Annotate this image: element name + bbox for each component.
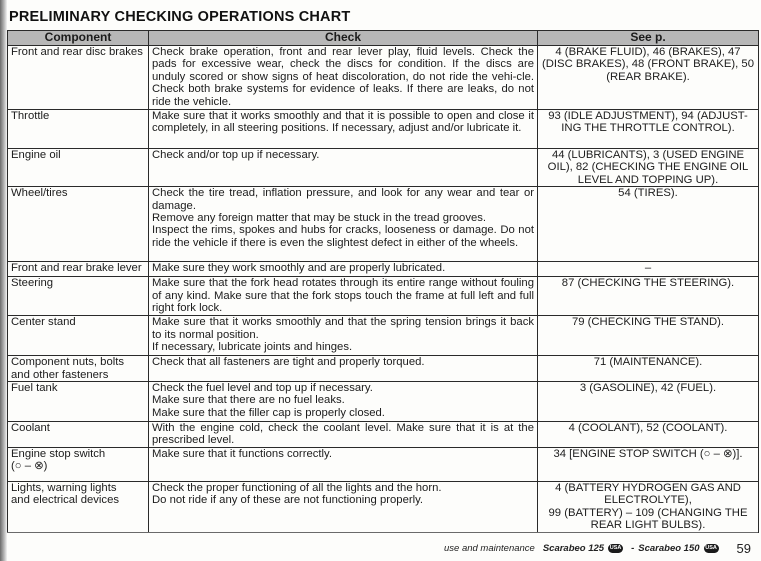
see-page-cell	[538, 448, 759, 482]
component-cell	[8, 316, 149, 356]
checking-operations-table	[7, 30, 759, 533]
usa-badge-icon: USA	[705, 545, 717, 551]
footer-model-125: Scarabeo 125	[542, 543, 605, 554]
table-row	[8, 110, 759, 149]
check-text: Check that all fasteners are tight and properly torqued.	[152, 356, 425, 369]
check-text: Make sure they work smoothly and are properly lubricated.	[152, 262, 446, 275]
page-footer	[444, 541, 751, 556]
table-row	[8, 187, 759, 262]
component-cell	[8, 422, 149, 448]
check-cell	[149, 356, 538, 382]
table-row	[8, 149, 759, 187]
component-cell	[8, 149, 149, 187]
component-cell	[8, 482, 149, 533]
check-cell	[149, 422, 538, 448]
see-page-cell	[538, 356, 759, 382]
component-text: Center stand	[11, 316, 76, 329]
check-text: Make sure that it works smoothly and that it is possible to open and close it completely, in all steering positions. If necessary, adjust and/or lubricate it.	[152, 110, 534, 135]
check-text: Make sure that the fork head rotates through its entire range without fouling of any kind. Make sure that the fork stops touch the frame at full left and full right fork lock.	[152, 277, 534, 315]
check-text: If necessary, lubricate joints and hinges.	[152, 341, 353, 354]
component-cell	[8, 46, 149, 110]
component-text: and other fasteners	[11, 368, 109, 381]
header-component: Component	[8, 31, 149, 46]
see-page-cell	[538, 382, 759, 422]
component-text: Fuel tank	[11, 382, 58, 395]
check-text: Remove any foreign matter that may be stuck in the tread grooves.	[152, 212, 487, 225]
component-text: Throttle	[11, 110, 50, 122]
page-binding-shadow	[0, 0, 7, 561]
component-cell	[8, 262, 149, 277]
see-page-cell	[538, 422, 759, 448]
component-text: Front and rear brake lever	[11, 262, 142, 275]
component-text: (○ – ⊗)	[11, 460, 48, 473]
header-see-page: See p.	[538, 31, 759, 46]
table-row	[8, 482, 759, 533]
see-page-cell	[538, 46, 759, 110]
check-text: With the engine cold, check the coolant level. Make sure that it is at the prescribed level.	[152, 422, 534, 447]
check-text: Do not ride if any of these are not functioning properly.	[152, 494, 424, 507]
see-page-text: 87 (CHECKING THE STEERING).	[561, 277, 735, 290]
see-page-text: 4 (COOLANT), 52 (COOLANT).	[568, 422, 728, 435]
check-cell	[149, 316, 538, 356]
component-cell	[8, 356, 149, 382]
table-row	[8, 277, 759, 316]
see-page-text: 4 (BRAKE FLUID), 46 (BRAKES), 47 (DISC BRAKES), 48 (FRONT BRAKE), 50 (REAR BRAKE).	[542, 46, 754, 83]
table-row	[8, 316, 759, 356]
see-page-text: 34 [ENGINE STOP SWITCH (○ – ⊗)].	[553, 448, 743, 461]
table-row	[8, 382, 759, 422]
component-text: Coolant	[11, 422, 50, 435]
see-page-text: 79 (CHECKING THE STAND).	[571, 316, 725, 329]
check-cell	[149, 482, 538, 533]
check-text: Make sure that it functions correctly.	[152, 448, 332, 461]
table-row	[8, 262, 759, 277]
check-text: Make sure that there are no fuel leaks.	[152, 394, 345, 407]
see-page-text: 71 (MAINTENANCE).	[593, 356, 703, 369]
page-title: PRELIMINARY CHECKING OPERATIONS CHART	[9, 9, 351, 25]
check-text: Check brake operation, front and rear lever play, fluid levels. Check the pads for excessive wear, check the discs for condition. If the discs are unduly scored or show signs of heat discoloration, do not ride the vehi-cle. Check both brake systems for evidence of leaks. If there are leaks, do not ride the vehicle.	[152, 46, 534, 108]
component-text: Component nuts, bolts	[11, 356, 125, 369]
check-text: Check the proper functioning of all the lights and the horn.	[152, 482, 442, 495]
see-page-cell	[538, 187, 759, 262]
see-page-cell	[538, 482, 759, 533]
component-cell	[8, 187, 149, 262]
check-text: Check and/or top up if necessary.	[152, 149, 320, 161]
component-cell	[8, 277, 149, 316]
footer-section: use and maintenance	[443, 543, 535, 554]
see-page-text: 44 (LUBRICANTS), 3 (USED ENGINE OIL), 82 (CHECKING THE ENGINE OIL LEVEL AND TOPPING UP).	[547, 149, 749, 186]
check-text: Make sure that the filler cap is properly closed.	[152, 406, 385, 419]
footer-separator: -	[631, 543, 635, 554]
table-row	[8, 46, 759, 110]
component-text: Engine oil	[11, 149, 61, 161]
component-text: Steering	[11, 277, 54, 290]
see-page-cell	[538, 262, 759, 277]
component-text: Front and rear disc brakes	[11, 46, 143, 58]
see-page-text: 54 (TIRES).	[618, 187, 678, 200]
footer-divider	[7, 532, 758, 533]
component-cell	[8, 448, 149, 482]
check-text: Check the fuel level and top up if necessary.	[152, 382, 373, 395]
footer-model-150: Scarabeo 150	[638, 543, 700, 554]
see-page-cell	[538, 277, 759, 316]
component-cell	[8, 110, 149, 149]
check-cell	[149, 262, 538, 277]
check-cell	[149, 149, 538, 187]
check-cell	[149, 277, 538, 316]
component-text: Lights, warning lights	[11, 482, 117, 495]
component-text: and electrical devices	[11, 494, 120, 507]
usa-badge-icon: USA	[609, 545, 622, 551]
check-cell	[149, 187, 538, 262]
table-header-row	[8, 31, 759, 46]
check-text: Inspect the rims, spokes and hubs for cracks, looseness or damage. Do not ride the vehicle if there is even the slightest defect in either of the wheels.	[152, 224, 534, 249]
table-row	[8, 356, 759, 382]
component-cell	[8, 382, 149, 422]
header-check: Check	[149, 31, 538, 46]
see-page-text: 3 (GASOLINE), 42 (FUEL).	[579, 382, 717, 395]
check-cell	[149, 110, 538, 149]
table-row	[8, 448, 759, 482]
page-number: 59	[736, 541, 751, 556]
check-text: Check the tire tread, inflation pressure, and look for any wear and tear or damage.	[152, 187, 534, 212]
see-page-cell	[538, 316, 759, 356]
check-text: Make sure that it works smoothly and that the spring tension brings it back to its normal position.	[152, 316, 534, 341]
see-page-cell	[538, 149, 759, 187]
component-text: Wheel/tires	[11, 187, 68, 200]
check-cell	[149, 448, 538, 482]
see-page-text: –	[644, 262, 652, 275]
component-text: Engine stop switch	[11, 448, 106, 461]
see-page-cell	[538, 110, 759, 149]
check-cell	[149, 382, 538, 422]
see-page-text: 93 (IDLE ADJUSTMENT), 94 (ADJUST-ING THE THROTTLE CONTROL).	[548, 110, 748, 135]
check-cell	[149, 46, 538, 110]
see-page-text: 4 (BATTERY HYDROGEN GAS AND ELECTROLYTE), 99 (BATTERY) – 109 (CHANGING THE REAR LIGHT BULBS).	[548, 482, 748, 532]
table-row	[8, 422, 759, 448]
